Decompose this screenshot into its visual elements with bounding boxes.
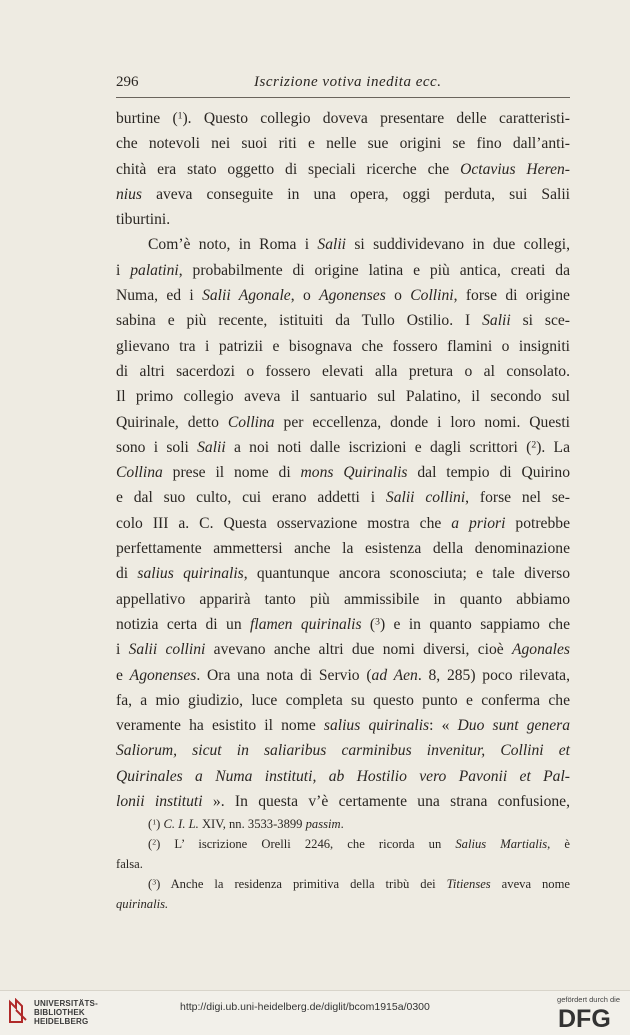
text-span: Com’è noto, in Roma i — [148, 236, 318, 254]
italic-span: Quirinales a Numa instituti, ab Hostilio vero Pavonii et Pal- — [116, 767, 570, 785]
dfg-logo-text: DFG — [558, 1006, 611, 1030]
italic-span: Salii collini — [128, 641, 206, 659]
italic-span: ad Aen — [371, 666, 418, 684]
text-span: : « — [429, 717, 458, 735]
italic-span: Salii — [317, 236, 347, 254]
italic-span: nius — [116, 185, 142, 203]
body-text — [116, 106, 570, 814]
italic-span: passim — [305, 817, 341, 831]
text-line — [116, 854, 570, 874]
text-line — [116, 131, 570, 156]
italic-span: Agonenses — [319, 287, 386, 305]
text-line — [116, 561, 570, 586]
text-span: sono i soli — [116, 438, 198, 456]
text-line — [116, 460, 570, 485]
text-span: veramente ha esistito il nome — [116, 717, 324, 735]
text-line — [116, 283, 570, 308]
text-span: Il primo collegio aveva il santuario sul Palatino, il secondo sul — [116, 388, 570, 406]
text-line — [116, 106, 570, 131]
text-span: ) L’ iscrizione Orelli 2246, che ricorda un — [156, 837, 456, 851]
italic-span: Octavius Heren- — [460, 160, 570, 178]
italic-span: lonii instituti — [116, 793, 203, 811]
text-span: sabina e più recente, istituiti da Tullo Ostilio. I — [116, 312, 483, 330]
text-line — [116, 308, 570, 333]
source-url-link[interactable]: http://digi.ub.uni-heidelberg.de/diglit/bcom1915a/0300 — [180, 1001, 430, 1013]
ub-heidelberg-logo-icon — [8, 998, 28, 1024]
text-line — [116, 688, 570, 713]
text-line — [116, 410, 570, 435]
text-span: appellativo apparirà tanto più ammissibile in quanto abbiamo — [116, 590, 570, 608]
text-line — [116, 764, 570, 789]
text-span: potrebbe — [505, 514, 570, 532]
text-line — [116, 485, 570, 510]
text-span: dal tempio di Quirino — [407, 464, 570, 482]
text-span: , forse di origine — [453, 287, 570, 305]
italic-span: palatini — [130, 261, 179, 279]
text-span: avevano anche altri due nomi diversi, cioè — [205, 641, 512, 659]
text-line — [116, 894, 570, 914]
text-span: di altri sacerdozi o fossero elevati alla pretura o al consolato. — [116, 362, 570, 380]
italic-span: flamen quirinalis — [250, 615, 362, 633]
text-span: a noi noti dalle iscrizioni e dagli scrittori ( — [225, 438, 532, 456]
italic-span: Salii collini — [385, 489, 466, 507]
text-line — [116, 738, 570, 763]
library-line-2: BIBLIOTHEK — [34, 1008, 85, 1017]
text-line — [116, 637, 570, 662]
italic-span: Duo sunt genera — [457, 717, 570, 735]
italic-span: Collina — [227, 413, 275, 431]
text-line — [116, 874, 570, 894]
library-name — [34, 999, 98, 1026]
text-span: ( — [361, 615, 376, 633]
italic-span: Collina — [116, 464, 163, 482]
footnotes — [116, 814, 570, 914]
italic-span: a priori — [451, 514, 506, 532]
text-line — [116, 435, 570, 460]
text-line — [116, 334, 570, 359]
text-span: ) — [156, 817, 164, 831]
footnote-ref: 3 — [152, 877, 157, 887]
text-line — [116, 359, 570, 384]
text-line — [116, 258, 570, 283]
footnote-ref: 2 — [531, 439, 537, 451]
text-span: ) e in quanto sappiamo che — [379, 615, 571, 633]
library-line-1: UNIVERSITÄTS- — [34, 999, 98, 1008]
text-line — [116, 157, 570, 182]
italic-span: salius quirinalis — [323, 717, 430, 735]
library-line-3: HEIDELBERG — [34, 1017, 89, 1026]
italic-span: Salii — [197, 438, 226, 456]
header-rule — [116, 97, 570, 98]
page-number: 296 — [116, 74, 139, 90]
text-line — [116, 663, 570, 688]
text-span: fa, a mio giudizio, luce completa su questo punto e conferma che — [116, 691, 570, 709]
text-span: ). La — [536, 438, 570, 456]
footer-bar — [0, 990, 630, 1035]
text-line — [116, 814, 570, 834]
italic-span: Salius Martialis — [455, 837, 548, 851]
dfg-logo — [558, 1006, 620, 1030]
italic-span: salius quirinalis — [137, 565, 244, 583]
text-span: prese il nome di — [162, 464, 301, 482]
text-span: , o — [290, 287, 320, 305]
footnote-ref: 2 — [152, 837, 157, 847]
text-span: . 8, 285) poco rilevata, — [417, 666, 570, 684]
italic-span: Agonales — [511, 641, 570, 659]
text-span: ). Questo collegio doveva presentare delle caratteristi- — [182, 110, 570, 127]
italic-span: Agonenses — [129, 666, 197, 684]
text-span: . Ora una nota di Servio ( — [196, 666, 372, 684]
italic-span: quirinalis. — [116, 897, 169, 911]
text-line — [116, 384, 570, 409]
italic-span: C. I. L. — [163, 817, 199, 831]
footnote-ref: 1 — [152, 817, 157, 827]
text-span: di — [116, 565, 138, 583]
text-line — [116, 511, 570, 536]
text-span: e dal suo culto, cui erano addetti i — [116, 489, 386, 507]
text-span: falsa. — [116, 857, 143, 871]
text-line — [116, 713, 570, 738]
text-line — [116, 536, 570, 561]
text-span: . — [340, 817, 344, 831]
text-line — [116, 232, 570, 257]
text-span: Quirinale, detto — [116, 413, 228, 431]
italic-span: mons Quirinalis — [300, 464, 408, 482]
text-span: , quantunque ancora sconosciuta; e tale diverso — [243, 565, 570, 583]
text-line — [116, 587, 570, 612]
text-line — [116, 207, 570, 232]
text-span: , è — [547, 837, 570, 851]
text-span: si suddividevano in due collegi, — [346, 236, 570, 254]
text-span: o — [385, 287, 411, 305]
text-span: aveva nome — [490, 877, 570, 891]
italic-span: Titienses — [446, 877, 491, 891]
text-span: per eccellenza, donde i loro nomi. Questi — [274, 413, 570, 431]
running-title: Iscrizione votiva inedita ecc. — [254, 74, 442, 90]
italic-span: Collini — [410, 287, 454, 305]
text-span: Numa, ed i — [116, 287, 203, 305]
text-span: e — [116, 666, 130, 684]
text-span: notizia certa di un — [116, 615, 251, 633]
text-span: colo III a. C. Questa osservazione mostra che — [116, 514, 452, 532]
text-span: , forse nel se- — [465, 489, 570, 507]
text-span: i — [116, 641, 129, 659]
italic-span: Saliorum, sicut in saliaribus carminibus invenitur, Collini et — [116, 742, 570, 760]
text-span: tiburtini. — [116, 211, 171, 229]
text-span: i — [116, 261, 131, 279]
text-line — [116, 789, 570, 814]
text-line — [116, 612, 570, 637]
text-span: ». In questa v’è certamente una strana confusione, — [202, 793, 571, 811]
text-span: burtine ( — [116, 110, 178, 127]
footnote-ref: 1 — [177, 110, 183, 122]
text-span: ( — [148, 817, 153, 831]
text-span: XIV, nn. 3533-3899 — [198, 817, 306, 831]
italic-span: Salii — [482, 312, 511, 330]
text-span: ) Anche la residenza primitiva della tribù dei — [156, 877, 447, 891]
funding-note: gefördert durch die — [557, 995, 620, 1004]
text-span: ( — [148, 837, 153, 851]
text-span: ( — [148, 877, 153, 891]
text-span: chità era stato oggetto di speciali ricerche che — [116, 160, 461, 178]
text-span: che notevoli nei suoi riti e nelle sue origini se fino dall’anti- — [116, 135, 570, 153]
footnote-ref: 3 — [375, 616, 380, 628]
text-line — [116, 834, 570, 854]
italic-span: Salii Agonale — [202, 287, 291, 305]
text-span: glievano tra i patrizii e bisognava che fossero flamini o insigniti — [116, 337, 570, 355]
text-span: si sce- — [510, 312, 570, 330]
text-span: perfettamente ammettersi anche la esistenza della denominazione — [116, 540, 570, 558]
text-span: aveva conseguite in una opera, oggi perduta, sui Salii — [142, 185, 570, 203]
text-span: , probabilmente di origine latina e più antica, creati da — [178, 261, 570, 279]
text-line — [116, 182, 570, 207]
page-header — [116, 74, 571, 94]
